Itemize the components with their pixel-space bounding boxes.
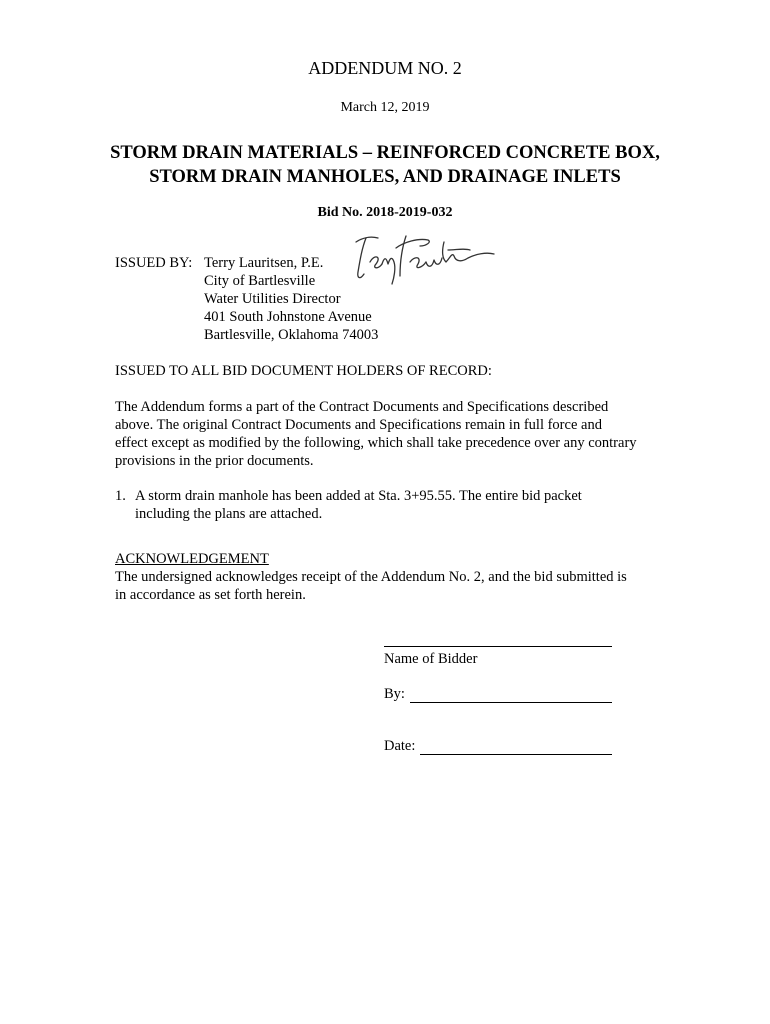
date-label: Date:: [384, 738, 416, 754]
acknowledgement-section: [115, 550, 627, 604]
bidder-name-line: [384, 646, 612, 647]
addendum-title: ADDENDUM NO. 2: [308, 58, 462, 78]
issued-by-line: City of Bartlesville: [204, 273, 316, 289]
item-line: including the plans are attached.: [135, 506, 323, 522]
issued-by-label: ISSUED BY:: [115, 255, 193, 271]
item-number: 1.: [115, 488, 126, 504]
by-field: [384, 686, 612, 703]
by-label: By:: [384, 686, 405, 702]
body-line: provisions in the prior documents.: [115, 453, 314, 469]
project-heading-line-1: STORM DRAIN MATERIALS – REINFORCED CONCRETE BOX,: [110, 143, 660, 163]
date-field: [384, 738, 612, 755]
body-line: The Addendum forms a part of the Contract Documents and Specifications described: [115, 399, 609, 415]
acknowledgement-line: The undersigned acknowledges receipt of the Addendum No. 2, and the bid submitted is: [115, 569, 627, 585]
issued-by-line: Water Utilities Director: [204, 291, 341, 307]
bidder-name-label: Name of Bidder: [384, 651, 478, 667]
item-line: A storm drain manhole has been added at Sta. 3+95.55. The entire bid packet: [135, 488, 582, 504]
issued-by-line: Terry Lauritsen, P.E.: [204, 255, 324, 271]
body-line: above. The original Contract Documents and Specifications remain in full force and: [115, 417, 602, 433]
handwritten-signature: [352, 228, 502, 290]
acknowledgement-line: in accordance as set forth herein.: [115, 587, 306, 603]
by-underline: [410, 702, 612, 703]
issued-by-line: Bartlesville, Oklahoma 74003: [204, 327, 379, 343]
addendum-date: March 12, 2019: [340, 100, 430, 115]
addendum-body-paragraph: [115, 398, 637, 470]
item-text: [135, 487, 582, 523]
date-underline: [420, 754, 612, 755]
bid-number: Bid No. 2018-2019-032: [317, 205, 453, 220]
acknowledgement-heading: ACKNOWLEDGEMENT: [115, 551, 269, 567]
body-line: effect except as modified by the following, which shall take precedence over any contrary: [115, 435, 637, 451]
issued-by-line: 401 South Johnstone Avenue: [204, 309, 372, 325]
project-heading-line-2: STORM DRAIN MANHOLES, AND DRAINAGE INLETS: [149, 167, 621, 187]
project-heading: [0, 141, 770, 189]
issued-to-statement: ISSUED TO ALL BID DOCUMENT HOLDERS OF RECORD:: [115, 363, 492, 379]
